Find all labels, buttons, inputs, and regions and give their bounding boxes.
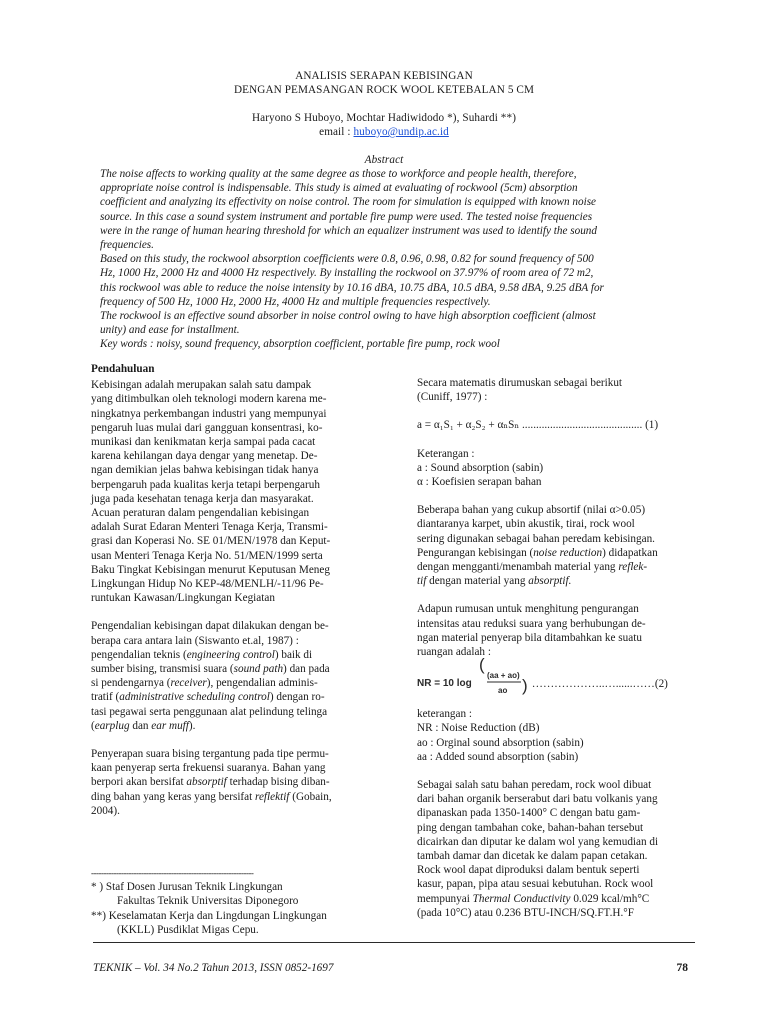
text-line: berpori akan bersifat absorptif terhadap bising diban-: [91, 776, 330, 789]
abstract-line: source. In this case a sound system instrument and portable fire pump were used. The tested noise frequencies: [100, 210, 593, 223]
text-line: 2004).: [91, 804, 120, 817]
section-heading: Pendahuluan: [91, 363, 155, 375]
text-line: Acuan peraturan dalam pengendalian kebisingan: [91, 507, 310, 520]
abstract-line: coefficient and analyzing its effectivity on noise control. The room for simulation is equipped with known noise: [100, 196, 597, 209]
text-line: karena kehilangan daya dengar yang menetap. De-: [91, 450, 318, 463]
text-line: Adapun rumusan untuk menghitung pengurangan: [417, 603, 639, 616]
text-line: Baku Tingkat Kebisingan menurut Keputusan Meneg: [91, 563, 330, 576]
text-line: kaan penyerap serta frekuensi suaranya. Bahan yang: [91, 762, 326, 775]
text-line: dipanaskan pada 1350-1400° C dengan batu gam-: [417, 807, 641, 820]
abstract-line: this rockwool was able to reduce the noise intensity by 10.16 dBA, 10.75 dBA, 10.5 dBA, 9.58 dBA, 9.25 dBA for: [100, 281, 604, 294]
text-line: dicairkan dan diputar ke dalam wol yang kemudian di: [417, 835, 659, 848]
paragraph-intro: [91, 378, 371, 605]
legend2-label: keterangan :: [417, 708, 472, 721]
text-line: sumber bising, transmisi suara (sound path) dan pada: [91, 663, 330, 676]
equation-2-formula: [417, 655, 529, 701]
paragraph-reduction: [417, 602, 695, 659]
text-line: ningkatnya perkembangan industri yang mempunyai: [91, 407, 327, 420]
text-line: berapa cara antara lain (Siswanto et.al, 1987) :: [91, 634, 299, 647]
footnote-2-affiliation: (KKLL) Pusdiklat Migas Cepu.: [117, 923, 259, 936]
legend-a: a : Sound absorption (sabin): [417, 461, 544, 474]
text-line: juga pada kesehatan tenaga kerja dan masyarakat.: [91, 492, 314, 505]
text-line: sering digunakan sebagai bahan peredam kebisingan.: [417, 532, 655, 545]
footnote-2: **) Keselamatan Kerja dan Lingdungan Lingkungan: [91, 909, 327, 922]
text-line: (pada 10°C) atau 0.236 BTU-INCH/SQ.FT.H.°F: [417, 906, 634, 919]
authors: Haryono S Huboyo, Mochtar Hadiwidodo *), Suhardi **): [251, 112, 517, 124]
equation-2: [417, 655, 695, 699]
abstract-line: unity) and ease for installment.: [100, 324, 240, 337]
text-line: grasi dan Koperasi No. SE 01/MEN/1978 dan Keput-: [91, 535, 331, 548]
legend2-ao: ao : Orginal sound absorption (sabin): [417, 736, 584, 749]
paragraph-materials: [417, 503, 695, 588]
abstract-line: Based on this study, the rockwool absorption coefficients were 0.8, 0.96, 0.98, 0.82 for sound frequency of 500: [100, 253, 594, 266]
nr-formula-graphic: [417, 655, 529, 697]
text-line: dengan mengganti/menambah material yang reflek-: [417, 561, 648, 574]
legend-label: Keterangan :: [417, 447, 475, 460]
abstract-line: frequencies.: [100, 239, 154, 252]
text-line: si pendengarnya (receiver), pengendalian adminis-: [91, 677, 318, 690]
text-line: dari bahan organik berserabut dari batu volkanis yang: [417, 793, 658, 806]
text-line: ngan material penyerap bila ditambahkan ke suatu: [417, 631, 642, 644]
abstract-line: frequency of 500 Hz, 1000 Hz, 2000 Hz, 4000 Hz and multiple frequencies respectively.: [100, 295, 491, 308]
email-line: [0, 125, 768, 139]
text-line: Pengurangan kebisingan (noise reduction) didapatkan: [417, 546, 658, 559]
text-line: ngan demikian jelas bahwa kebisingan tidak hanya: [91, 464, 319, 477]
nr-formula-lhs: NR = 10 log: [417, 678, 472, 690]
equation-1: a = α₁S₁ + α₂S₂ + αₙSₙ ........................................... (1): [417, 419, 659, 432]
text-line: berpengaruh pada kualitas kerja tetapi berpengaruh: [91, 478, 320, 491]
footer-journal: TEKNIK – Vol. 34 No.2 Tahun 2013, ISSN 0852-1697: [93, 962, 334, 974]
footnote-rule: -----------------------------------------------------------------: [91, 868, 254, 878]
footnote-1: * ) Staf Dosen Jurusan Teknik Lingkungan: [91, 881, 283, 894]
legend2-nr: NR : Noise Reduction (dB): [417, 722, 540, 735]
legend2-aa: aa : Added sound absorption (sabin): [417, 750, 579, 763]
page-number: 78: [676, 962, 688, 974]
footnotes: [91, 866, 381, 937]
formula-intro: Secara matematis dirumuskan sebagai berikut: [417, 377, 623, 389]
email-label: email :: [319, 126, 354, 138]
text-line: kasur, papan, pipa atau sesuai kebutuhan. Rock wool: [417, 878, 654, 891]
text-line: pengaruh luas mulai dari gangguan konsentrasi, ko-: [91, 421, 323, 434]
footer-rule: [93, 942, 695, 943]
text-line: tambah damar dan dicetak ke dalam papan cetakan.: [417, 850, 648, 863]
title-line-2: DENGAN PEMASANGAN ROCK WOOL KETEBALAN 5 CM: [233, 84, 535, 96]
text-line: yang ditimbulkan oleh teknologi modern karena me-: [91, 393, 327, 406]
right-column: [417, 376, 695, 920]
left-column: [91, 362, 371, 818]
abstract-line: The rockwool is an effective sound absorber in noise control owing to have high absorption coefficient (almost: [100, 310, 596, 323]
nr-formula-numerator: (aa + ao): [487, 671, 520, 681]
text-line: runtukan Kawasan/Lingkungan Kegiatan: [91, 592, 275, 605]
paren-right: ): [522, 676, 528, 696]
email-link[interactable]: huboyo@undip.ac.id: [353, 126, 449, 138]
text-line: Kebisingan adalah merupakan salah satu dampak: [91, 379, 312, 392]
text-line: intensitas atau reduksi suara yang berhubungan de-: [417, 617, 646, 630]
footnote-1-affiliation: Fakultas Teknik Universitas Diponegoro: [117, 895, 299, 908]
text-line: tasi pegawai serta penggunaan alat pelindung telinga: [91, 705, 328, 718]
abstract-heading: Abstract: [364, 154, 404, 166]
text-line: tratif (administrative scheduling control) dengan ro-: [91, 691, 325, 704]
text-line: diantaranya karpet, ubin akustik, tirai, rock wool: [417, 518, 635, 531]
equation-2-number: ………………..…......……(2): [531, 678, 668, 691]
text-line: ruangan adalah :: [417, 646, 491, 659]
text-line: usan Menteri Tenaga Kerja No. 51/MEN/1999 serta: [91, 549, 323, 562]
paragraph-rockwool: [417, 778, 695, 920]
text-line: Sebagai salah satu bahan peredam, rock wool dibuat: [417, 779, 652, 792]
abstract-line: The noise affects to working quality at the same degree as those to workforce and people health, therefore,: [100, 168, 577, 180]
text-line: pengendalian teknis (engineering control) baik di: [91, 648, 313, 661]
nr-formula-denominator: ao: [498, 686, 508, 696]
text-line: ding bahan yang keras yang bersifat reflektif (Gobain,: [91, 790, 332, 803]
text-line: adalah Surat Edaran Menteri Tenaga Kerja, Transmi-: [91, 521, 328, 534]
text-line: (earplug dan ear muff).: [91, 719, 196, 732]
abstract-line: Hz, 1000 Hz, 2000 Hz and 4000 Hz respectively. By installing the rockwool on 37.97% of room area of 72 m2,: [100, 267, 594, 280]
abstract-line: Key words : noisy, sound frequency, absorption coefficient, portable fire pump, rock wool: [100, 338, 500, 351]
abstract-line: were in the range of human hearing threshold for which an equalizer instrument was used to identify the sound: [100, 224, 597, 237]
paren-left: (: [479, 655, 485, 675]
text-line: Rock wool dapat diproduksi dalam bentuk seperti: [417, 864, 640, 877]
text-line: Penyerapan suara bising tergantung pada tipe permu-: [91, 748, 329, 761]
text-line: Pengendalian kebisingan dapat dilakukan dengan be-: [91, 620, 329, 633]
formula-citation: (Cuniff, 1977) :: [417, 391, 488, 404]
paragraph-absorption: [91, 747, 371, 818]
text-line: ping dengan tambahan coke, bahan-bahan tersebut: [417, 821, 644, 834]
text-line: Lingkungan Hidup No KEP-48/MENLH/-11/96 Pe-: [91, 578, 324, 591]
paragraph-control-methods: [91, 619, 371, 733]
text-line: munikasi dan kenikmatan kerja sampai pada cacat: [91, 436, 316, 449]
text-line: Beberapa bahan yang cukup absortif (nilai α>0.05): [417, 504, 646, 517]
abstract-body: [100, 167, 690, 352]
abstract-line: appropriate noise control is indispensable. This study is aimed at evaluating of rockwool (5cm) absorption: [100, 182, 578, 195]
legend-alpha: α : Koefisien serapan bahan: [417, 476, 542, 489]
title-line-1: ANALISIS SERAPAN KEBISINGAN: [295, 70, 473, 82]
text-line: mempunyai Thermal Conductivity 0.029 kcal/mh°C: [417, 892, 650, 905]
text-line: tif dengan material yang absorptif.: [417, 575, 572, 588]
